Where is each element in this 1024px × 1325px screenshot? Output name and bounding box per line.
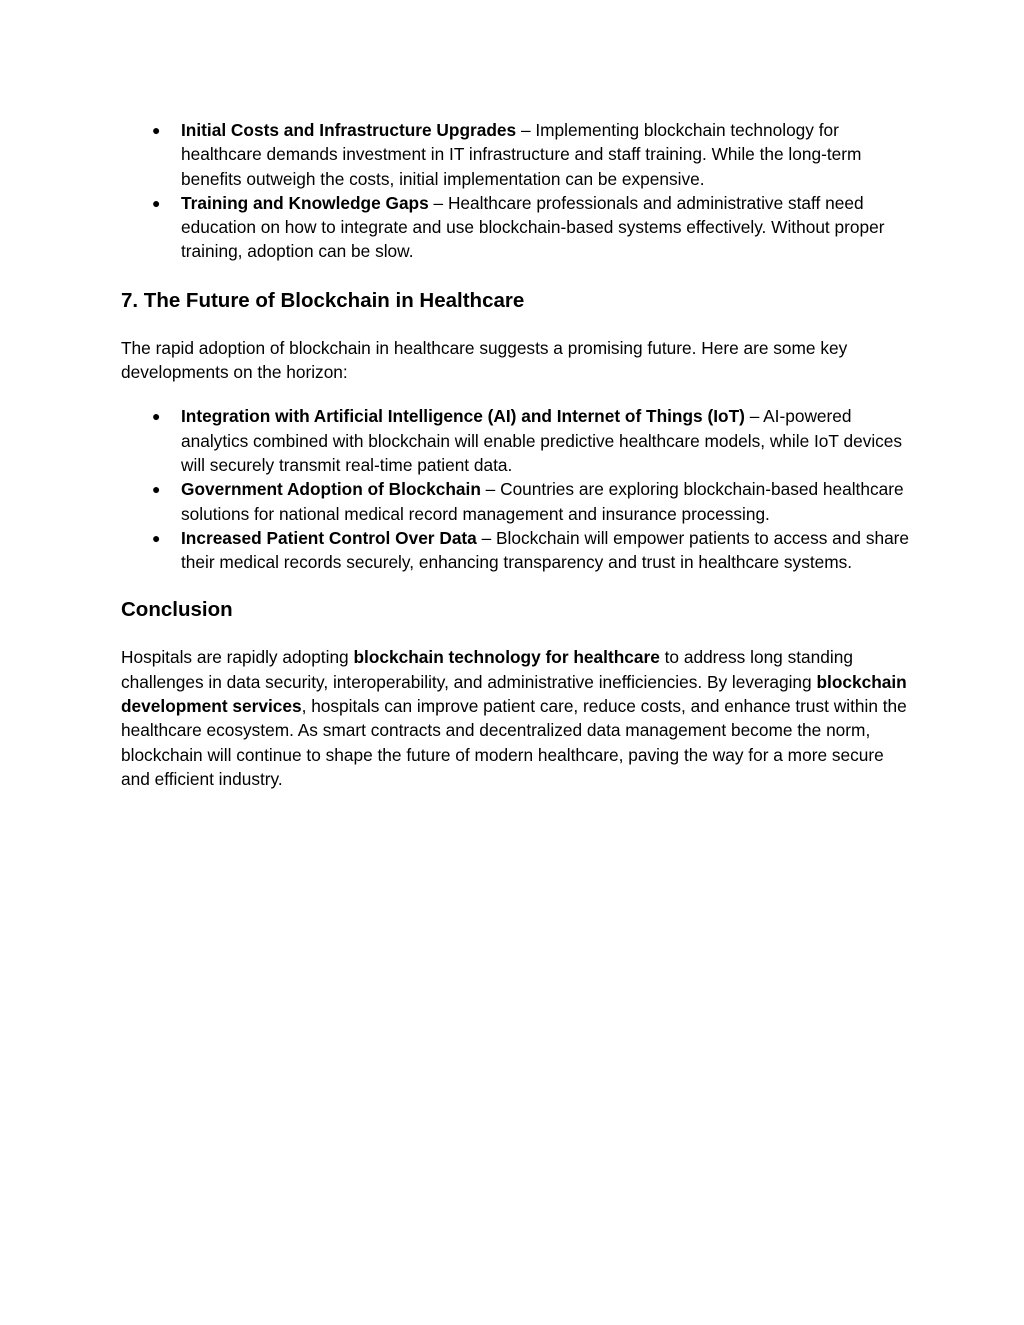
future-intro-paragraph: The rapid adoption of blockchain in healthcare suggests a promising future. Here are some key developments on the horizon: [121,337,848,383]
list-item-title: Initial Costs and Infrastructure Upgrades [181,120,517,140]
list-item-text: – Implementing blockchain technology for healthcare demands investment in IT infrastructure and staff training. While the long-term benefits outweigh the costs, initial implementation can be expensive. [181,120,862,189]
list-item [121,404,911,477]
conclusion-text-1: Hospitals are rapidly adopting [121,647,354,668]
bullet-icon: ● [152,194,161,211]
list-item-text: – Countries are exploring blockchain-based healthcare solutions for national medical record management and insurance processing. [181,479,904,524]
list-item [121,526,911,575]
list-item-title: Training and Knowledge Gaps [181,192,429,213]
document-page [121,118,911,791]
bullet-icon: ● [152,529,161,546]
future-developments-list [121,404,911,574]
list-item-text: – Blockchain will empower patients to access and share their medical records securely, enhancing transparency and trust in healthcare systems. [181,527,910,573]
conclusion-paragraph [121,645,911,791]
list-item [121,191,911,264]
bullet-icon: ● [152,122,161,138]
conclusion-text-3: , hospitals can improve patient care, reduce costs, and enhance trust within the healthcare ecosystem. As smart contracts and decentralized data management become the norm, blockchain will continue to shape the future of modern healthcare, paving the way for a more secure and efficient industry. [121,696,907,789]
bullet-icon: ● [152,481,161,498]
list-item-text: – AI-powered analytics combined with blockchain will enable predictive healthcare models, while IoT devices will securely transmit real-time patient data. [181,406,903,475]
list-item-title: Increased Patient Control Over Data [181,527,477,548]
conclusion-text-2: to address long standing challenges in data security, interoperability, and administrative inefficiencies. By leveraging [121,647,853,692]
list-item-title: Government Adoption of Blockchain [181,479,481,500]
section-heading-future: 7. The Future of Blockchain in Healthcare [121,288,525,312]
section-heading-conclusion: Conclusion [121,598,233,622]
conclusion-bold-1: blockchain technology for healthcare [353,647,660,668]
list-item [121,477,911,526]
list-item [121,118,911,191]
list-item-title: Integration with Artificial Intelligence (AI) and Internet of Things (IoT) [181,406,745,427]
list-item-text: – Healthcare professionals and administrative staff need education on how to integrate and use blockchain-based systems effectively. Without proper training, adoption can be slow. [181,192,885,262]
conclusion-bold-2: blockchain development services [121,671,907,717]
bullet-icon: ● [152,408,161,425]
challenges-list [121,118,911,264]
